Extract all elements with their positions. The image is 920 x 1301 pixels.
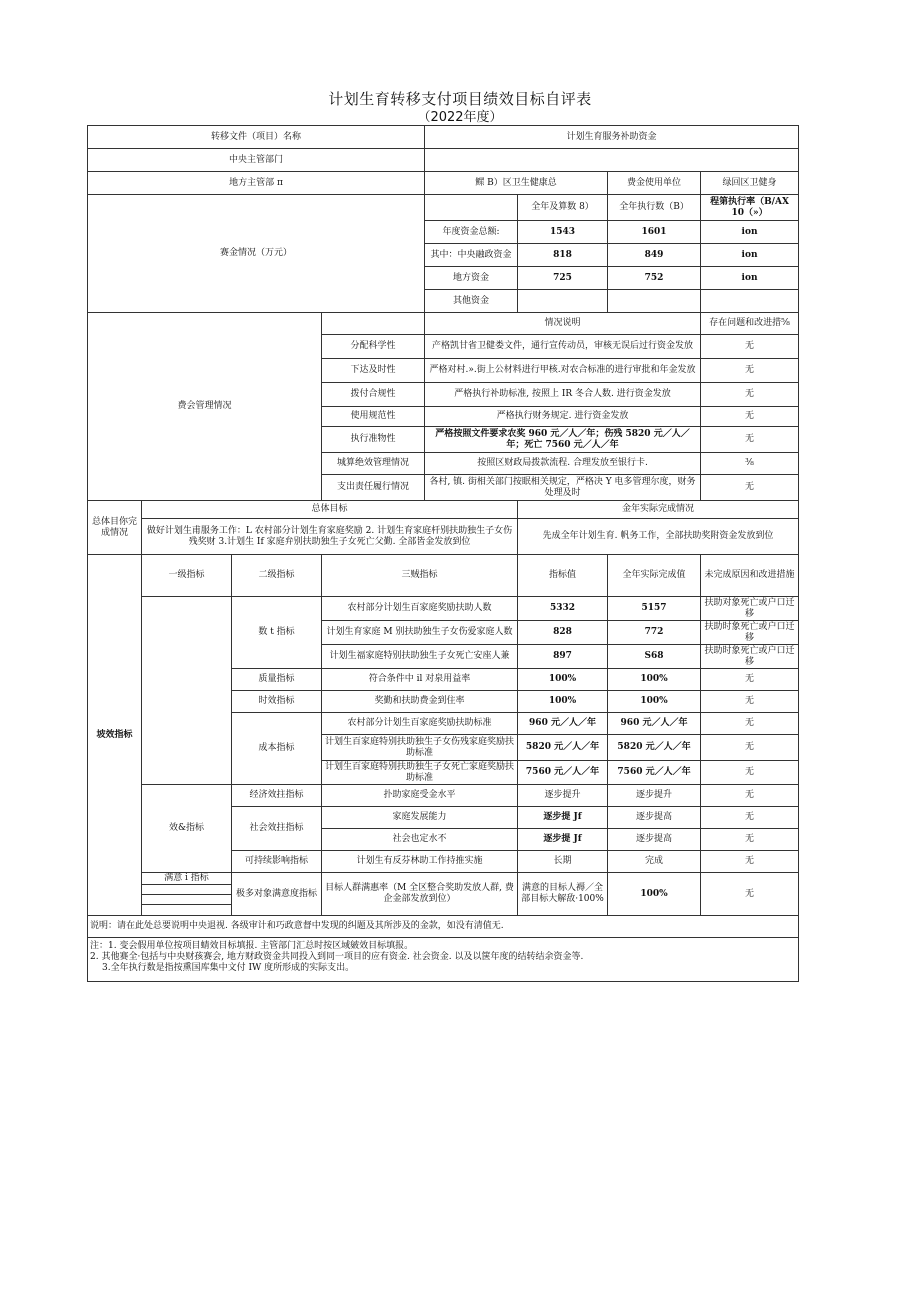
indicator-reason: 无 bbox=[701, 829, 799, 851]
funds-row-exec: 849 bbox=[608, 244, 701, 267]
mgmt-row-label: 使用规范性 bbox=[322, 407, 425, 427]
perf-col-reason: 未完成原因和改进措施 bbox=[701, 555, 799, 597]
cost-indicator-label: 成本指标 bbox=[232, 713, 322, 785]
mgmt-row-desc: 严格执行补助标准, 按照上 IR 冬合人数. 进行资金发放 bbox=[425, 383, 701, 407]
perf-row bbox=[88, 597, 799, 621]
project-row bbox=[88, 126, 799, 149]
mgmt-header-row bbox=[88, 313, 799, 335]
indicator-name: 符合条件中 il 对泉用益率 bbox=[322, 669, 518, 691]
output-indicator-label bbox=[142, 597, 232, 785]
indicator-target: 7560 元／人／年 bbox=[518, 761, 608, 785]
local-dept-value: 鳏 B）区卫生健康总 bbox=[425, 172, 608, 195]
mgmt-row-issue: ⅜ bbox=[701, 453, 799, 475]
indicator-name: 社会也定水不 bbox=[322, 829, 518, 851]
mgmt-row-issue: 无 bbox=[701, 359, 799, 383]
note-3: 3.全年执行数是指按熏国库集中文付 IW 度所形成的实际支出。 bbox=[102, 963, 355, 973]
social-indicator-label: 社会效拄指标 bbox=[232, 807, 322, 851]
indicator-actual: 5157 bbox=[608, 597, 701, 621]
indicator-reason: 无 bbox=[701, 851, 799, 873]
perf-col-actual: 全年实际完成值 bbox=[608, 555, 701, 597]
indicator-reason: 扶助对象死亡或户口迁移 bbox=[701, 597, 799, 621]
note-2: 2. 其他赛全·包括与中央财孩赛会, 地方财政资金共同投入到同一项目的应有资金. 社会资金. 以及以箧年度的结转结余资金等. bbox=[90, 952, 584, 962]
satisfaction-spacer bbox=[142, 895, 232, 905]
indicator-actual: 7560 元／人／年 bbox=[608, 761, 701, 785]
perf-col-target: 指标值 bbox=[518, 555, 608, 597]
indicator-name: 奖勤和扶助费金到住率 bbox=[322, 691, 518, 713]
funds-row-rate: ion bbox=[701, 267, 799, 290]
indicator-target: 长期 bbox=[518, 851, 608, 873]
indicator-reason: 无 bbox=[701, 761, 799, 785]
mgmt-row-issue: 无 bbox=[701, 407, 799, 427]
satisfaction-sub-label: 极多对象满意度指标 bbox=[232, 873, 322, 916]
indicator-name: 计划生福家庭特别扶助独生子女死亡安座人兼 bbox=[322, 645, 518, 669]
mgmt-row-issue: 无 bbox=[701, 427, 799, 453]
goals-col-target: 总体目标 bbox=[142, 501, 518, 519]
indicator-actual: 100% bbox=[608, 669, 701, 691]
central-dept-label: 中央主管部门 bbox=[88, 149, 425, 172]
unit-value: 绿回区卫健身 bbox=[701, 172, 799, 195]
indicator-name: 计划生有反芬林助工作持推实施 bbox=[322, 851, 518, 873]
perf-section-label: 坡效指标 bbox=[88, 555, 142, 916]
evaluation-table bbox=[87, 125, 799, 982]
goals-header-row bbox=[88, 501, 799, 519]
mgmt-row-label: 下达及时性 bbox=[322, 359, 425, 383]
mgmt-col-desc: 情况说明 bbox=[425, 313, 701, 335]
indicator-reason: 无 bbox=[701, 807, 799, 829]
funds-row-rate bbox=[701, 290, 799, 313]
mgmt-row-desc: 产格凯甘省卫健娄文件，通行宣传动员，审核无误后过行资金发放 bbox=[425, 335, 701, 359]
indicator-reason: 无 bbox=[701, 713, 799, 735]
indicator-name: 扑助家庭受金水平 bbox=[322, 785, 518, 807]
indicator-target: 逐步提 Jf bbox=[518, 829, 608, 851]
funds-row-exec: 752 bbox=[608, 267, 701, 290]
notes-row bbox=[88, 938, 799, 982]
goals-target: 做好计划生甫服务工作：L 农村部分计划生育家庭奖励 2. 计划生育家庭杆别扶助独生子女伤残奖财 3.计划生 If 家庭弁别扶助独生子女死亡父勤. 全部皆金发放到位 bbox=[142, 519, 518, 555]
satisfaction-spacer bbox=[142, 885, 232, 895]
funds-section-label: 赛金情况（万元） bbox=[88, 195, 425, 313]
indicator-name: 农村部分计划生百家庭奖励扶助标准 bbox=[322, 713, 518, 735]
perf-header-row bbox=[88, 555, 799, 597]
funds-row-label: 地方资金 bbox=[425, 267, 518, 290]
unit-label: 费金使用单位 bbox=[608, 172, 701, 195]
mgmt-row-desc: 严格按照文件要求农奖 960 元／人／年；伤残 5820 元／人／年；死亡 7560 元／人／年 bbox=[425, 427, 701, 453]
goals-col-actual: 金年实际完成情况 bbox=[518, 501, 799, 519]
funds-row-label: 年度资金总额: bbox=[425, 221, 518, 244]
indicator-reason: 无 bbox=[701, 691, 799, 713]
indicator-target: 逐步提升 bbox=[518, 785, 608, 807]
explain-note: 说明：请在此处总要说明中央退视. 各级审计和巧政意督中发现的纠题及其所涉及的金款，如没有清值无. bbox=[88, 916, 799, 938]
indicator-name: 农村部分计划生百家庭奖励扶助人数 bbox=[322, 597, 518, 621]
mgmt-row-label: 执行准物性 bbox=[322, 427, 425, 453]
mgmt-header-blank bbox=[322, 313, 425, 335]
goals-actual: 先成全年计划生育. 帆务工作，全部扶助奖附资金发放到位 bbox=[518, 519, 799, 555]
funds-col-rate: 程第执行率（B/AX 10（»） bbox=[701, 195, 799, 221]
central-dept-row bbox=[88, 149, 799, 172]
indicator-actual: 100% bbox=[608, 873, 701, 916]
indicator-target: 100% bbox=[518, 669, 608, 691]
funds-row-rate: ion bbox=[701, 244, 799, 267]
indicator-reason: 扶助时象死亡或户口迁移 bbox=[701, 645, 799, 669]
funds-row-exec: 1601 bbox=[608, 221, 701, 244]
central-dept-value bbox=[425, 149, 799, 172]
funds-row-exec bbox=[608, 290, 701, 313]
indicator-name: 家庭发展能力 bbox=[322, 807, 518, 829]
mgmt-row-label: 分配科学性 bbox=[322, 335, 425, 359]
form-title: 计划生育转移支付项目绩效目标自评表 bbox=[328, 90, 592, 108]
indicator-name: 计划生育家庭 M 别扶助独生子女伤爱家庭人数 bbox=[322, 621, 518, 645]
benefit-indicator-label: 效&指标 bbox=[142, 785, 232, 873]
local-dept-label: 地方主管部 π bbox=[88, 172, 425, 195]
funds-col-exec: 全年执行数（B） bbox=[608, 195, 701, 221]
indicator-target: 100% bbox=[518, 691, 608, 713]
indicator-target: 满意的目标人褥／全部目标大解敌·100% bbox=[518, 873, 608, 916]
mgmt-row-desc: 各村, 镇. 街相关部门按眠相关规定，严格决 Y 电多管理尔度，财务处理及时 bbox=[425, 475, 701, 501]
satisfaction-indicator-label: 满意 i 指标 bbox=[142, 873, 232, 885]
funds-row-budget: 725 bbox=[518, 267, 608, 290]
indicator-actual: 完成 bbox=[608, 851, 701, 873]
perf-col-l1: 一级指标 bbox=[142, 555, 232, 597]
indicator-target: 5332 bbox=[518, 597, 608, 621]
indicator-target: 5820 元／人／年 bbox=[518, 735, 608, 761]
mgmt-row-label: 拨付合规性 bbox=[322, 383, 425, 407]
sustain-indicator-label: 可持续影响指标 bbox=[232, 851, 322, 873]
indicator-reason: 无 bbox=[701, 735, 799, 761]
funds-row-budget bbox=[518, 290, 608, 313]
mgmt-row-label: 支出责任履行情况 bbox=[322, 475, 425, 501]
indicator-actual: 960 元／人／年 bbox=[608, 713, 701, 735]
funds-header-blank bbox=[425, 195, 518, 221]
goals-row bbox=[88, 519, 799, 555]
explain-row bbox=[88, 916, 799, 938]
mgmt-row-issue: 无 bbox=[701, 475, 799, 501]
funds-row-budget: 1543 bbox=[518, 221, 608, 244]
indicator-actual: S68 bbox=[608, 645, 701, 669]
mgmt-row-desc: 严格对村.».街上公材料进行甲核.对农合标准的进行审批和年金发放 bbox=[425, 359, 701, 383]
mgmt-row-desc: 严格执行财务规定. 进行资金发放 bbox=[425, 407, 701, 427]
indicator-actual: 逐步提升 bbox=[608, 785, 701, 807]
indicator-name: 目标人群满惠率（M 全区整合奖助发放人群, 费企金部发放到位） bbox=[322, 873, 518, 916]
economic-indicator-label: 经济效拄指标 bbox=[232, 785, 322, 807]
mgmt-section-label: 费会管理情况 bbox=[88, 313, 322, 501]
funds-row-label: 其中：中央融政资金 bbox=[425, 244, 518, 267]
perf-col-l3: 三贼指标 bbox=[322, 555, 518, 597]
project-label: 转移文件（项目）名称 bbox=[88, 126, 425, 149]
indicator-actual: 772 bbox=[608, 621, 701, 645]
funds-row-rate: ion bbox=[701, 221, 799, 244]
mgmt-row-issue: 无 bbox=[701, 383, 799, 407]
indicator-reason: 无 bbox=[701, 873, 799, 916]
funds-row-budget: 818 bbox=[518, 244, 608, 267]
indicator-name: 计划生百家庭特别扶助独生子女死亡家庭奖励扶助标准 bbox=[322, 761, 518, 785]
funds-col-budget: 全年及算数 8） bbox=[518, 195, 608, 221]
goals-section-label: 总体目你完成情况 bbox=[88, 501, 142, 555]
form-year: （2022年度） bbox=[417, 110, 503, 125]
indicator-actual: 逐步提高 bbox=[608, 829, 701, 851]
mgmt-row-label: 城算绝效管理情况 bbox=[322, 453, 425, 475]
funds-row-label: 其他资金 bbox=[425, 290, 518, 313]
mgmt-row-desc: 按照区财政局拨款流程. 合理发放至银行卡. bbox=[425, 453, 701, 475]
funds-header-row bbox=[88, 195, 799, 221]
timeliness-indicator-label: 时效指标 bbox=[232, 691, 322, 713]
indicator-target: 828 bbox=[518, 621, 608, 645]
mgmt-col-issue: 存在问题和改进措⅝ bbox=[701, 313, 799, 335]
indicator-reason: 无 bbox=[701, 785, 799, 807]
indicator-target: 逐步提 Jf bbox=[518, 807, 608, 829]
quantity-indicator-label: 数 t 指标 bbox=[232, 597, 322, 669]
project-value: 计划生育服务补助资金 bbox=[425, 126, 799, 149]
indicator-reason: 扶助时象死亡或户口迁移 bbox=[701, 621, 799, 645]
indicator-actual: 逐步提高 bbox=[608, 807, 701, 829]
satisfaction-spacer bbox=[142, 905, 232, 916]
mgmt-row-issue: 无 bbox=[701, 335, 799, 359]
perf-row bbox=[88, 785, 799, 807]
quality-indicator-label: 质量指标 bbox=[232, 669, 322, 691]
indicator-target: 960 元／人／年 bbox=[518, 713, 608, 735]
indicator-target: 897 bbox=[518, 645, 608, 669]
perf-row bbox=[88, 873, 799, 885]
indicator-name: 计划生百家庭特别扶助独生子女伤残家庭奖励扶助标准 bbox=[322, 735, 518, 761]
indicator-reason: 无 bbox=[701, 669, 799, 691]
note-1: 注：1. 变会假用单位按项目蜻效目标填报. 主管部门汇总时按区域皴效目标填报。 bbox=[90, 941, 414, 951]
perf-col-l2: 二级指标 bbox=[232, 555, 322, 597]
indicator-actual: 5820 元／人／年 bbox=[608, 735, 701, 761]
local-dept-row bbox=[88, 172, 799, 195]
indicator-actual: 100% bbox=[608, 691, 701, 713]
